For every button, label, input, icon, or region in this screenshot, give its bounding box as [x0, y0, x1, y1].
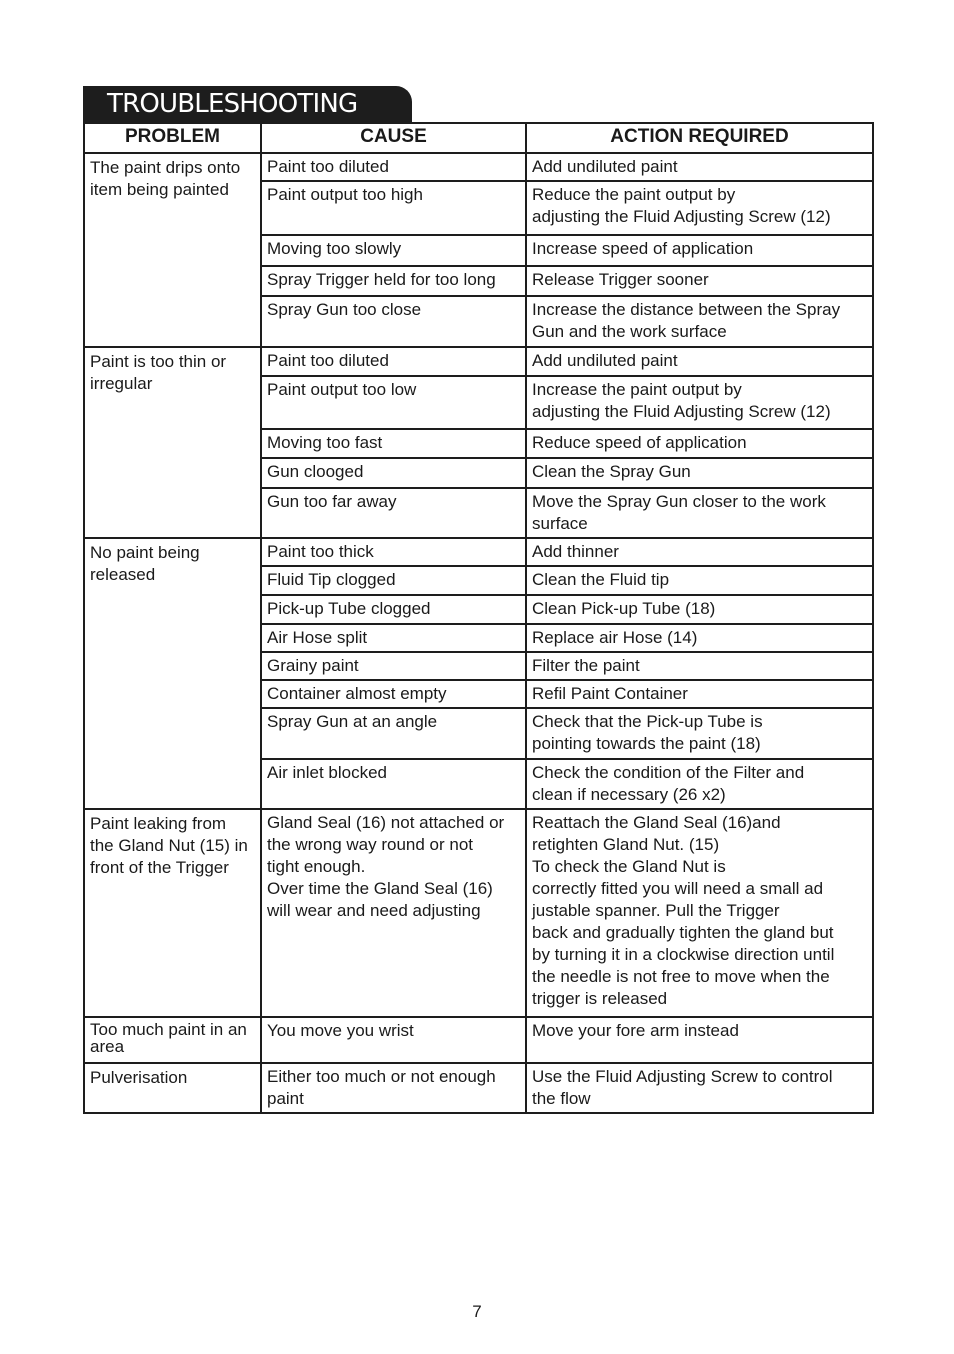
cause-cell: Spray Trigger held for too long [261, 266, 526, 296]
troubleshooting-table [83, 122, 874, 1114]
table-row [84, 809, 873, 1017]
problem-cell: Too much paint in an area [84, 1017, 261, 1063]
page-number: 7 [472, 1302, 482, 1321]
cause-cell: Air Hose split [261, 624, 526, 652]
problem-cell: No paint being released [84, 538, 261, 809]
section-title: TROUBLESHOOTING [107, 89, 358, 119]
table-row [84, 1017, 873, 1063]
cause-cell: Gland Seal (16) not attached or the wrong way round or not tight enough. Over time the Gland Seal (16) will wear and need adjusting [261, 809, 526, 1017]
action-cell: Check the condition of the Filter and clean if necessary (26 x2) [526, 759, 873, 809]
problem-header: PROBLEM [84, 123, 261, 153]
action-cell: Clean the Spray Gun [526, 458, 873, 488]
problem-cell: The paint drips onto item being painted [84, 153, 261, 347]
cause-cell: Spray Gun too close [261, 296, 526, 347]
section-banner [83, 86, 412, 122]
action-cell: Filter the paint [526, 652, 873, 680]
cause-cell: Container almost empty [261, 680, 526, 708]
cause-cell: Paint output too high [261, 181, 526, 235]
cause-header: CAUSE [261, 123, 526, 153]
cause-cell: Pick-up Tube clogged [261, 595, 526, 624]
cause-cell: You move you wrist [261, 1017, 526, 1063]
cause-cell: Either too much or not enough paint [261, 1063, 526, 1113]
action-cell: Add thinner [526, 538, 873, 566]
action-cell: Move the Spray Gun closer to the work surface [526, 488, 873, 538]
action-cell: Add undiluted paint [526, 347, 873, 376]
cause-cell: Grainy paint [261, 652, 526, 680]
action-cell: Clean the Fluid tip [526, 566, 873, 595]
action-cell: Increase speed of application [526, 235, 873, 266]
problem-cell: Paint leaking from the Gland Nut (15) in front of the Trigger [84, 809, 261, 1017]
action-cell: Reduce speed of application [526, 429, 873, 458]
action-cell: Add undiluted paint [526, 153, 873, 181]
action-cell: Reduce the paint output by adjusting the Fluid Adjusting Screw (12) [526, 181, 873, 235]
cause-cell: Paint too diluted [261, 347, 526, 376]
action-cell: Increase the distance between the Spray Gun and the work surface [526, 296, 873, 347]
action-cell: Reattach the Gland Seal (16)and retighten Gland Nut. (15) To check the Gland Nut is correctly fitted you will need a small ad justable spanner. Pull the Trigger back and gradually tighten the gland but by turning it in a clockwise direction until the needle is not free to move when the trigger is released [526, 809, 873, 1017]
table-row [84, 1063, 873, 1113]
action-cell: Use the Fluid Adjusting Screw to control the flow [526, 1063, 873, 1113]
table-row [84, 153, 873, 181]
problem-cell: Paint is too thin or irregular [84, 347, 261, 538]
table-row [84, 347, 873, 376]
header-row [84, 123, 873, 153]
table-row [84, 538, 873, 566]
cause-cell: Gun too far away [261, 488, 526, 538]
cause-cell: Fluid Tip clogged [261, 566, 526, 595]
cause-cell: Gun clooged [261, 458, 526, 488]
cause-cell: Spray Gun at an angle [261, 708, 526, 759]
action-cell: Refil Paint Container [526, 680, 873, 708]
action-cell: Increase the paint output by adjusting the Fluid Adjusting Screw (12) [526, 376, 873, 429]
action-header: ACTION REQUIRED [526, 123, 873, 153]
action-cell: Clean Pick-up Tube (18) [526, 595, 873, 624]
cause-cell: Paint too diluted [261, 153, 526, 181]
problem-cell: Pulverisation [84, 1063, 261, 1113]
action-cell: Release Trigger sooner [526, 266, 873, 296]
action-cell: Move your fore arm instead [526, 1017, 873, 1063]
cause-cell: Moving too slowly [261, 235, 526, 266]
action-cell: Check that the Pick-up Tube is pointing towards the paint (18) [526, 708, 873, 759]
cause-cell: Paint too thick [261, 538, 526, 566]
cause-cell: Moving too fast [261, 429, 526, 458]
cause-cell: Air inlet blocked [261, 759, 526, 809]
cause-cell: Paint output too low [261, 376, 526, 429]
action-cell: Replace air Hose (14) [526, 624, 873, 652]
